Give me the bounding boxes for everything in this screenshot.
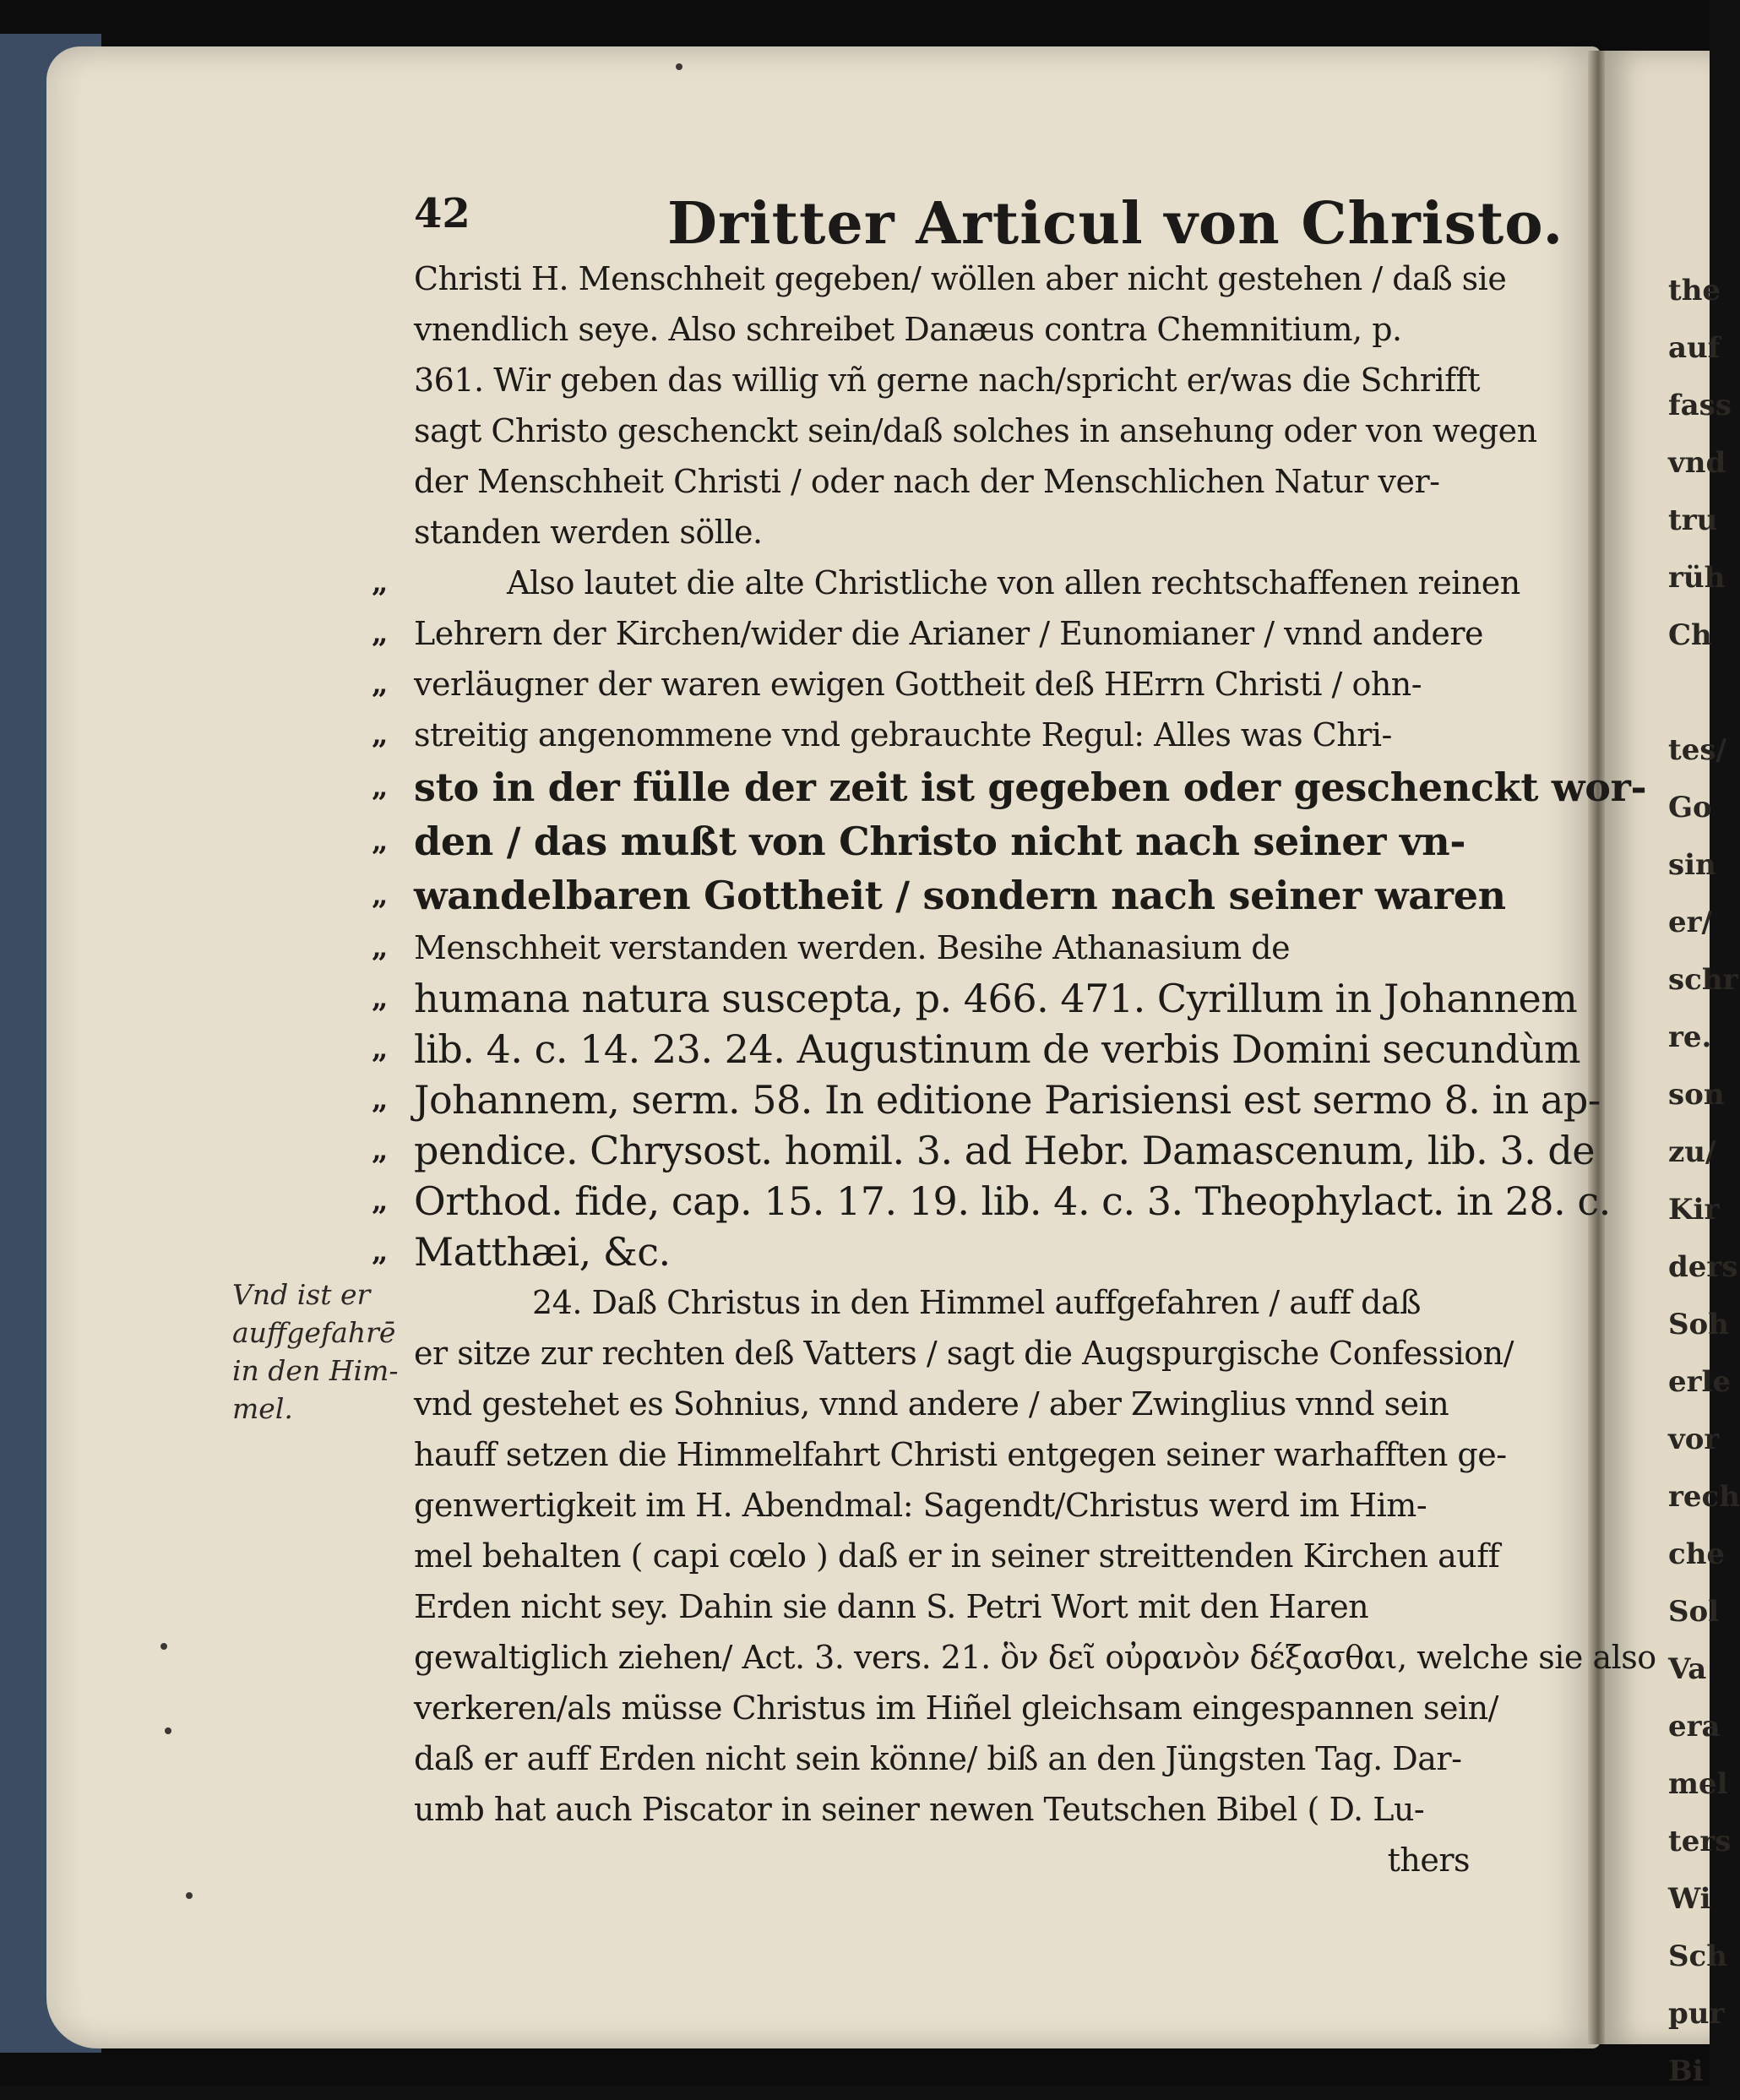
text-line-emphasis: „ sto in der fülle der zeit ist gegeben oder geschenckt wor- [414, 760, 1503, 814]
text-line: er sitze zur rechten deß Vatters / sagt die Augspurgische Confession/ [414, 1335, 1514, 1372]
text-line: gewaltiglich ziehen/ Act. 3. vers. 21. ὃν δεῖ οὐρανὸν δέξασθαι, welche sie also [414, 1639, 1656, 1676]
quote-mark: „ [372, 1134, 389, 1167]
text-line: sagt Christo geschenckt sein/daß solches in ansehung oder von wegen [414, 412, 1537, 449]
text-line-emphasis: „ den / das mußt von Christo nicht nach seiner vn- [414, 814, 1503, 868]
ink-speck [676, 63, 682, 70]
quote-mark: „ [372, 824, 389, 858]
text-line-emphasis: „ wandelbaren Gottheit / sondern nach seiner waren [414, 868, 1503, 922]
quote-mark: „ [372, 1032, 389, 1066]
text-line: „ pendice. Chrysost. homil. 3. ad Hebr. Damascenum, lib. 3. de [414, 1125, 1503, 1176]
ink-speck [160, 1643, 167, 1650]
quote-mark: „ [372, 1083, 389, 1117]
text-line: daß er auff Erden nicht sein könne/ biß an den Jüngsten Tag. Dar- [414, 1740, 1462, 1777]
text-line: genwertigkeit im H. Abendmal: Sagendt/Christus werd im Him- [414, 1487, 1427, 1524]
right-page-fragments: the auf fass vnd tru rüh Ch tes/ Go sin er/ schr re. son zu/ Kir ders Soh erle vor rech che Sol Va era mel ters Wi Sch pur Bi [1668, 274, 1740, 2088]
text-line: „ Also lautet die alte Christliche von allen rechtschaffenen reinen [414, 558, 1503, 608]
text-line: „ Lehrern der Kirchen/wider die Arianer / Eunomianer / vnnd andere [414, 608, 1503, 659]
text-line: 361. Wir geben das willig vñ gerne nach/spricht er/was die Schrifft [414, 362, 1481, 399]
text-line: vnendlich seye. Also schreibet Danæus contra Chemnitium, p. [414, 311, 1402, 348]
text-line: „ lib. 4. c. 14. 23. 24. Augustinum de verbis Domini secundùm [414, 1024, 1503, 1074]
text-line: verkeren/als müsse Christus im Hiñel gleichsam eingespannen sein/ [414, 1689, 1498, 1727]
catchword: thers [1387, 1842, 1470, 1879]
text-line: „ Orthod. fide, cap. 15. 17. 19. lib. 4. c. 3. Theophylact. in 28. c. [414, 1176, 1503, 1227]
text-line: Erden nicht sey. Dahin sie dann S. Petri Wort mit den Haren [414, 1588, 1369, 1625]
text-line: „ streitig angenommene vnd gebrauchte Regul: Alles was Chri- [414, 710, 1503, 760]
text-line: der Menschheit Christi / oder nach der Menschlichen Natur ver- [414, 463, 1440, 500]
text-line: Christi H. Menschheit gegeben/ wöllen aber nicht gestehen / daß sie [414, 260, 1507, 297]
quote-mark: „ [372, 1235, 389, 1269]
margin-note: Vnd ist er auffgefahrē in den Him- mel. [232, 1278, 399, 1425]
quote-mark: „ [372, 931, 389, 965]
text-line: „ Menschheit verstanden werden. Besihe Athanasium de [414, 922, 1503, 973]
text-line: umb hat auch Piscator in seiner newen Teutschen Bibel ( D. Lu- [414, 1791, 1425, 1828]
quote-mark: „ [372, 718, 389, 752]
quote-mark: „ [372, 770, 389, 804]
catchword-line [414, 1835, 1503, 1885]
quote-mark: „ [372, 1184, 389, 1218]
text-line: „ Johannem, serm. 58. In editione Parisiensi est sermo 8. in ap- [414, 1074, 1503, 1125]
running-title: Dritter Articul von Christo. [667, 190, 1564, 258]
quote-mark: „ [372, 879, 389, 912]
text-line: mel behalten ( capi cœlo ) daß er in seiner streittenden Kirchen auff [414, 1537, 1500, 1575]
text-line: hauff setzen die Himmelfahrt Christi entgegen seiner warhafften ge- [414, 1436, 1507, 1473]
ink-speck [165, 1727, 171, 1734]
text-line: standen werden sölle. [414, 514, 763, 551]
text-line: „ verläugner der waren ewigen Gottheit deß HErrn Christi / ohn- [414, 659, 1503, 710]
text-line: „ humana natura suscepta, p. 466. 471. Cyrillum in Johannem [414, 973, 1503, 1024]
quote-mark: „ [372, 667, 389, 701]
quote-mark: „ [372, 566, 389, 600]
text-line: vnd gestehet es Sohnius, vnnd andere / aber Zwinglius vnnd sein [414, 1385, 1449, 1423]
page-number: 42 [414, 190, 470, 237]
quote-mark: „ [372, 982, 389, 1015]
body-text [372, 253, 1656, 1885]
text-line: „ Matthæi, &c. [414, 1227, 1503, 1277]
quote-mark: „ [372, 617, 389, 650]
text-line: 24. Daß Christus in den Himmel auffgefahren / auff daß [532, 1284, 1421, 1321]
ink-speck [186, 1892, 193, 1899]
